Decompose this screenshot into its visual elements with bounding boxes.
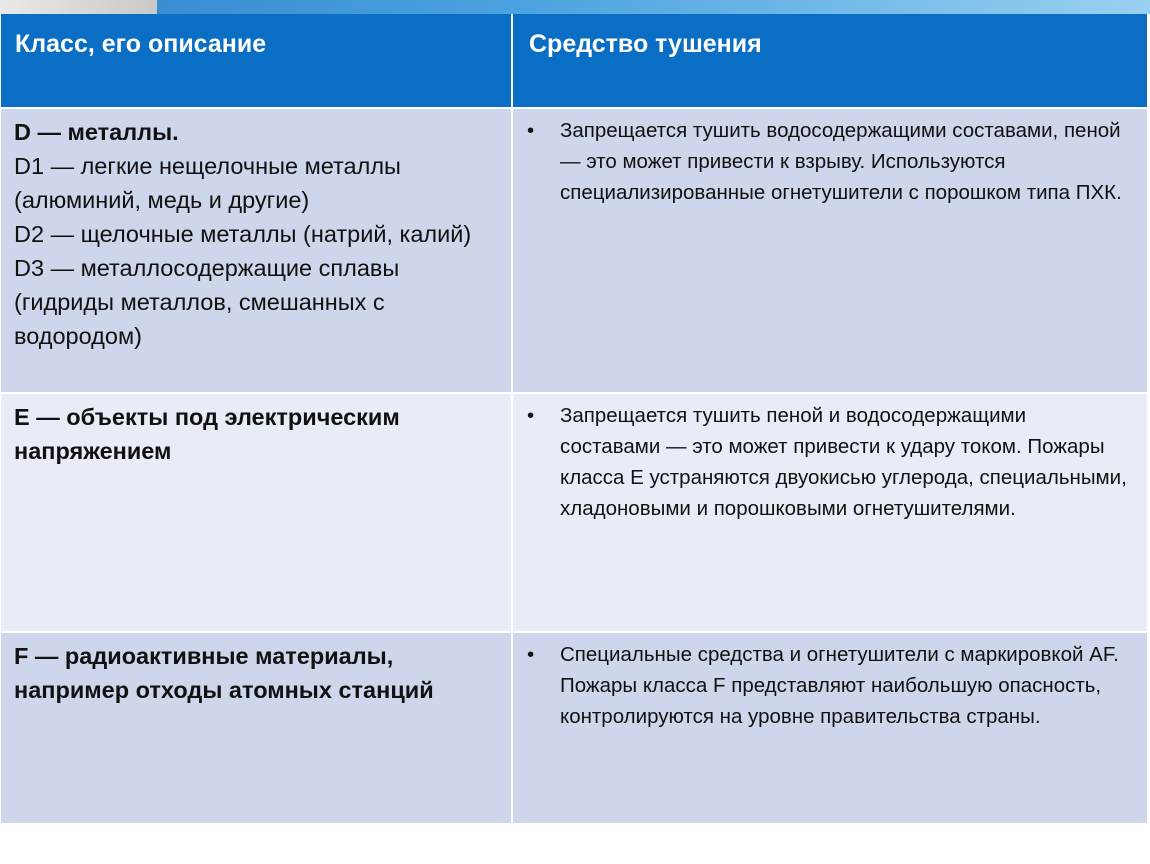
class-d-description [1, 109, 511, 392]
class-e-remedy [513, 394, 1147, 631]
class-d-remedy-item [513, 115, 1127, 208]
class-f-remedy [513, 633, 1147, 823]
class-d-title: D — металлы. [14, 119, 179, 145]
class-d-remedy-text: Запрещается тушить водосодержащими составами, пеной — это может привести к взрыву. Используются специализированные огнетушители с порошком типа ПХК. [560, 119, 1122, 204]
header-extinguishing-agent-label: Средство тушения [529, 30, 762, 58]
bullet-icon: • [527, 643, 535, 666]
class-e-title: E — объекты под электрическим напряжением [14, 404, 400, 464]
class-f-description [1, 633, 511, 823]
class-f-remedy-text: Специальные средства и огнетушители с маркировкой AF. Пожары класса F представляют наибольшую опасность, контролируются на уровне правительства страны. [560, 643, 1119, 728]
header-extinguishing-agent [513, 14, 1147, 107]
class-f-remedy-item [513, 639, 1127, 732]
header-class-description [1, 14, 511, 107]
class-e-remedy-text: Запрещается тушить пеной и водосодержащими составами — это может привести к удару током. Пожары класса E устраняются двуокисью углерода, специальными, хладоновыми и порошковыми огнетушителями. [560, 404, 1127, 520]
class-d3-line: D3 — металлосодержащие сплавы (гидриды металлов, смешанных с водородом) [14, 255, 400, 349]
bullet-icon: • [527, 119, 535, 142]
class-e-remedy-item [513, 400, 1127, 524]
top-decorative-strip-grey [0, 0, 157, 14]
header-class-description-label: Класс, его описание [15, 30, 267, 58]
class-d2-line: D2 — щелочные металлы (натрий, калий) [14, 221, 472, 247]
bullet-icon: • [527, 404, 535, 427]
class-d1-line: D1 — легкие нещелочные металлы (алюминий, медь и другие) [14, 153, 401, 213]
top-decorative-strip [0, 0, 1150, 14]
class-d-remedy [513, 109, 1147, 392]
class-e-description [1, 394, 511, 631]
class-f-title: F — радиоактивные материалы, например отходы атомных станций [14, 643, 434, 703]
fire-class-table [1, 14, 1147, 823]
